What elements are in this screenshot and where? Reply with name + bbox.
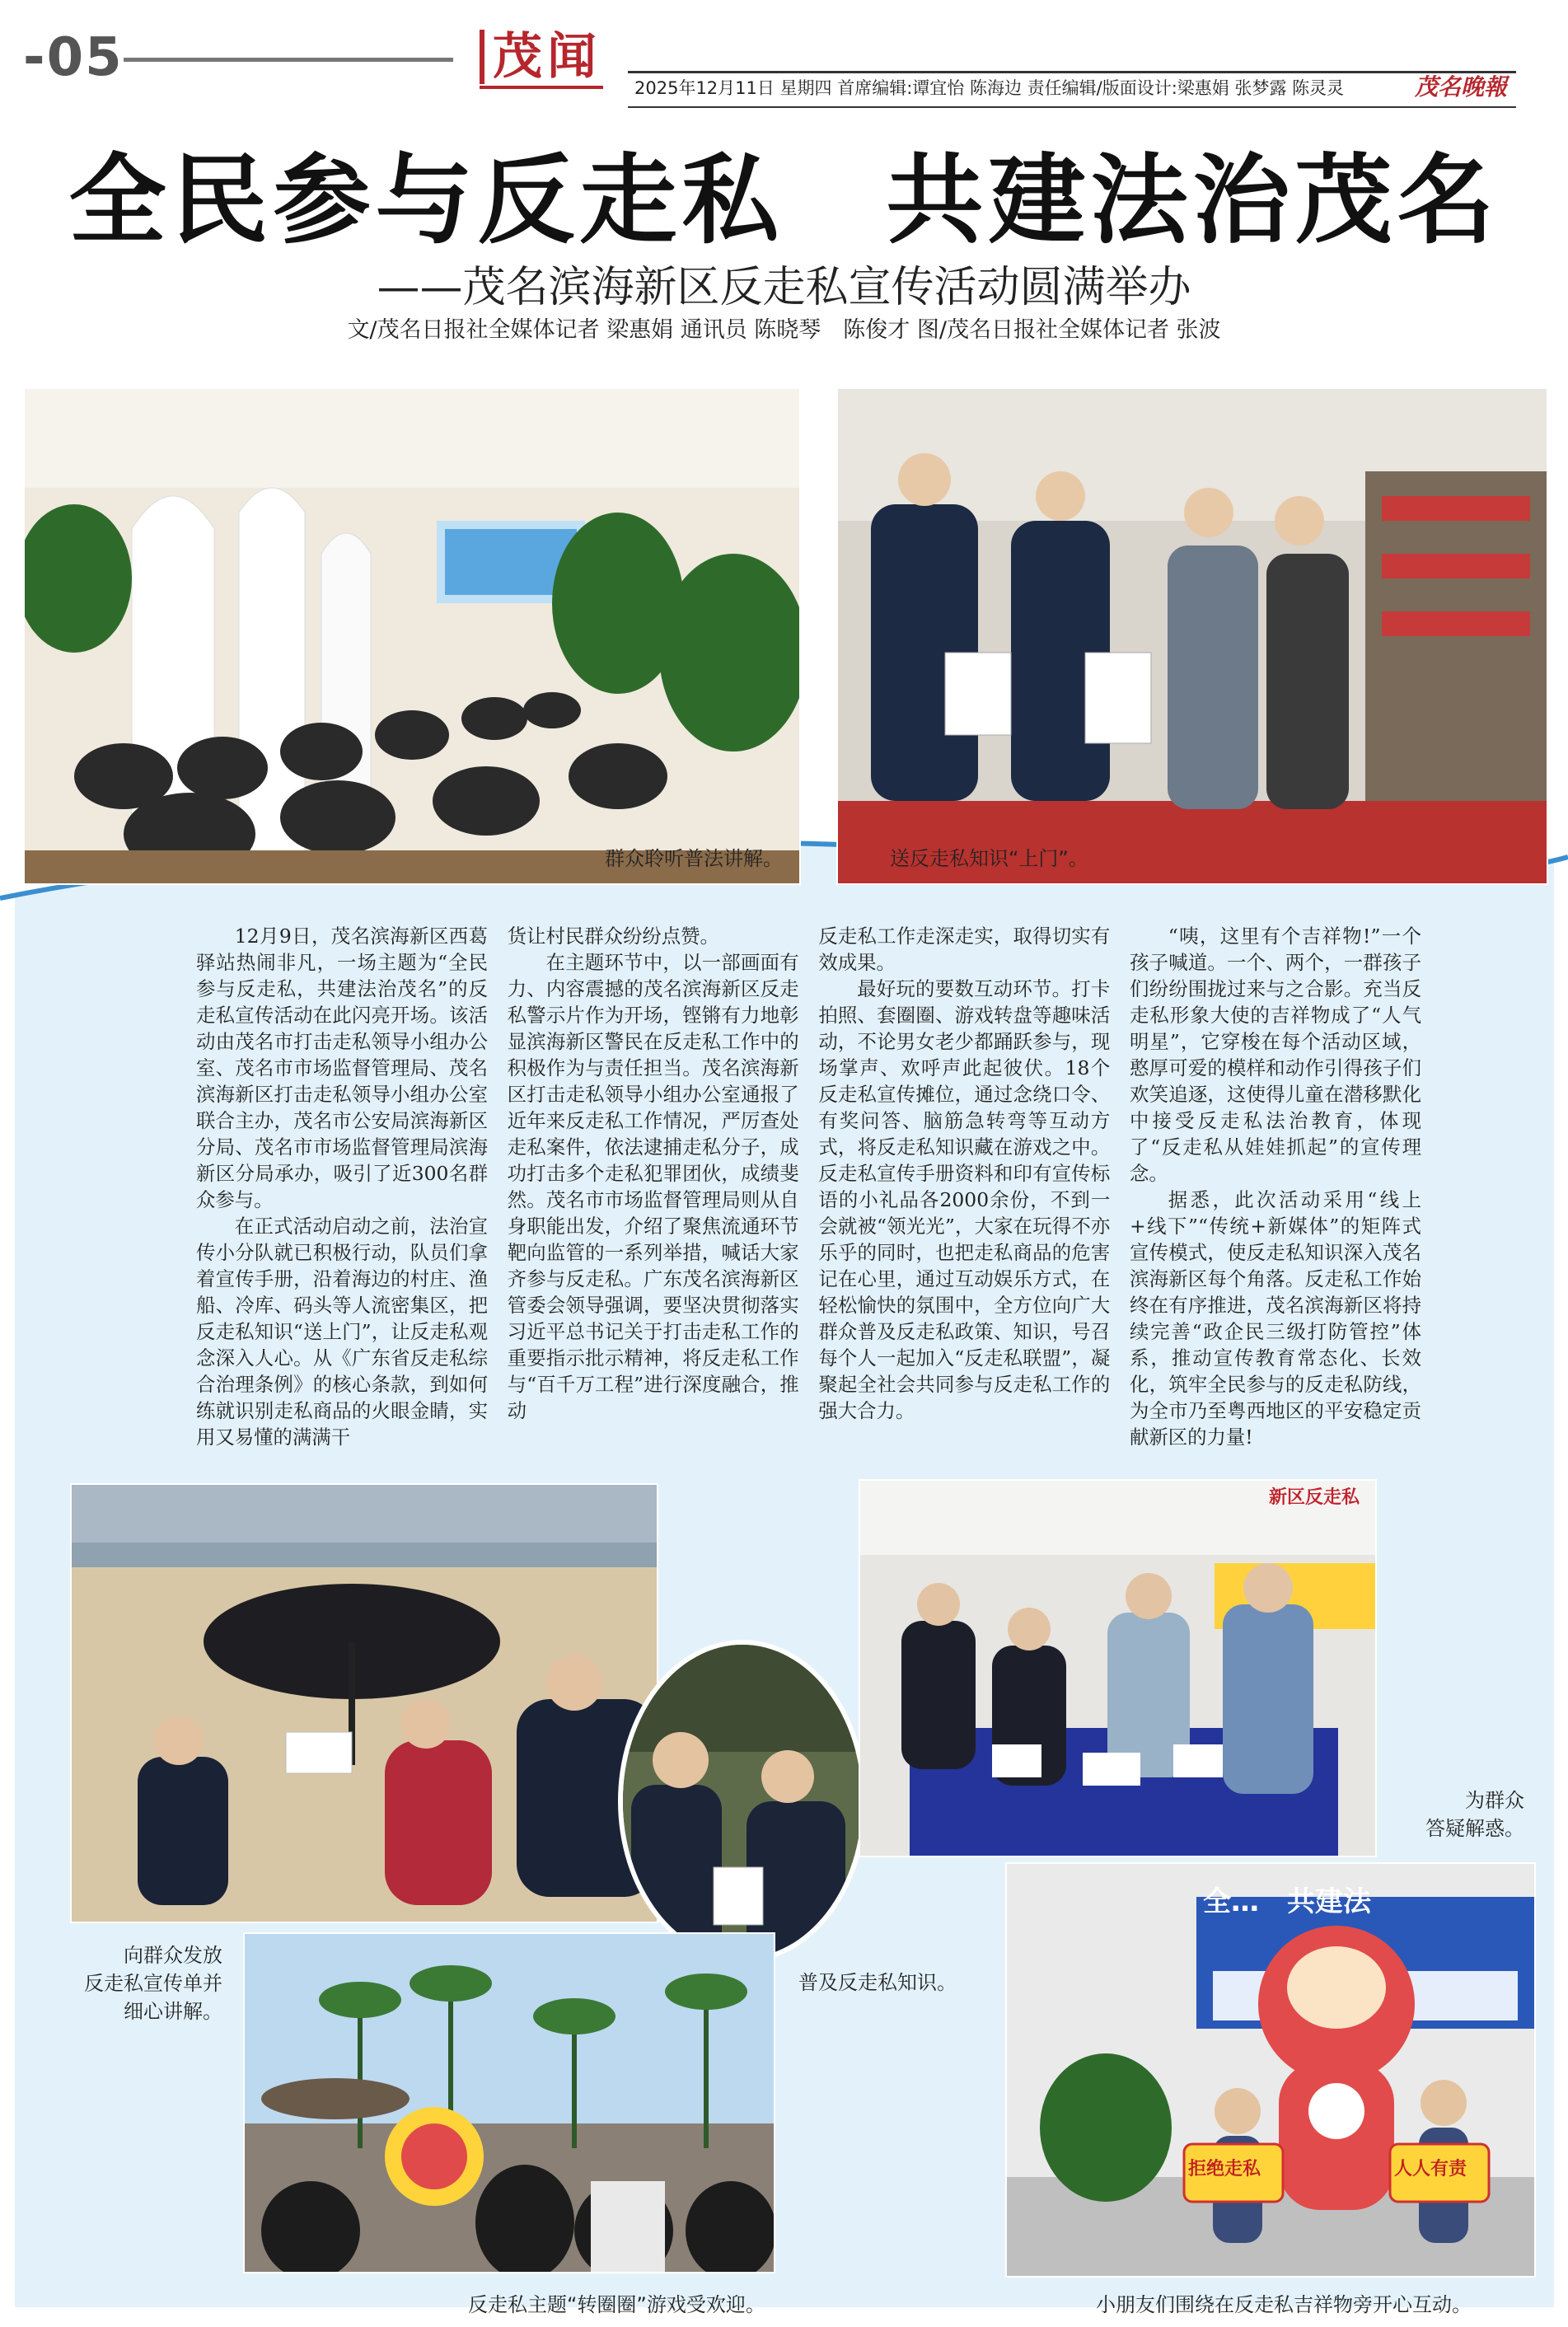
caption-booth: 为群众 答疑解惑。	[1425, 1789, 1524, 1840]
section-name: 茂闻	[480, 30, 615, 84]
header-rule	[124, 58, 453, 62]
photo-booth-qa	[859, 1479, 1377, 1857]
paragraph: “咦，这里有个吉祥物!”一个孩子喊道。一个、两个，一群孩子们纷纷围拢过来与之合影。充当反走私形象大使的吉祥物成了“人气明星”，它穿梭在每个活动区域，憨厚可爱的模样和动作引得孩子们欢笑追逐，这使得儿童在潜移默化中接受反走私法治教育，体现了“反走私从娃娃抓起”的宣传理念。	[1129, 925, 1421, 1185]
photo-shop-visit	[836, 387, 1548, 885]
photo-lecture-hall	[23, 387, 801, 885]
paragraph: 在正式活动启动之前，法治宣传小分队就已积极行动，队员们拿着宣传手册，沿着海边的村庄、渔船、冷库、码头等人流密集区，把反走私知识“送上门”，让反走私观念深入人心。从《广东省反走私综合治理条例》的核心条款，到如何练就识别走私商品的火眼金睛，实用又易懂的满满干	[196, 1215, 488, 1449]
caption-shop: 送反走私知识“上门”。	[890, 847, 1088, 870]
article-column-1	[196, 923, 488, 1467]
article-column-2	[508, 923, 799, 1467]
paragraph: 据悉，此次活动采用“线上+线下”“传统+新媒体”的矩阵式宣传模式，使反走私知识深入茂名滨海新区每个角落。反走私工作始终在有序推进，茂名滨海新区将持续完善“政企民三级打防管控”体系，推动宣传教育常态化、长效化，筑牢全民参与的反走私防线，为全市乃至粤西地区的平安稳定贡献新区的力量!	[1129, 1188, 1421, 1449]
headline-subtitle: ——茂名滨海新区反走私宣传活动圆满举办	[377, 263, 1191, 312]
newspaper-logo: 茂名晚報	[1414, 73, 1507, 101]
caption-lecture: 群众聆听普法讲解。	[605, 847, 783, 870]
byline: 文/茂名日报社全媒体记者 梁惠娟 通讯员 陈晓琴 陈俊才 图/茂名日报社全媒体记者 张波	[347, 317, 1221, 343]
headline-title: 全民参与反走私 共建法治茂名	[68, 143, 1500, 257]
mascot-sign-right: 人人有责	[1394, 2159, 1467, 2180]
photo-booth-banner-text: 新区反走私	[1269, 1487, 1360, 1508]
caption-circle: 普及反走私知识。	[798, 1971, 957, 1994]
paragraph: 12月9日，茂名滨海新区西葛驿站热闹非凡，一场主题为“全民参与反走私，共建法治茂名”的反走私宣传活动在此闪亮开场。该活动由茂名市打击走私领导小组办公室、茂名市市场监督管理局、茂名滨海新区打击走私领导小组办公室联合主办，茂名市公安局滨海新区分局、茂名市市场监督管理局滨海新区分局承办，吸引了近300名群众参与。	[196, 925, 488, 1211]
photo-wheel-game	[243, 1932, 775, 2273]
caption-wheel: 反走私主题“转圈圈”游戏受欢迎。	[468, 2293, 765, 2316]
page-number: -05	[23, 27, 124, 88]
header-info: 2025年12月11日 星期四 首席编辑:谭宜怡 陈海边 责任编辑/版面设计:梁惠娟 张梦露 陈灵灵	[634, 78, 1345, 98]
paragraph: 货让村民群众纷纷点赞。	[507, 925, 719, 948]
photo-mascot-kids	[1005, 1862, 1536, 2278]
article-column-3	[818, 923, 1110, 1467]
caption-mascot: 小朋友们围绕在反走私吉祥物旁开心互动。	[1096, 2293, 1472, 2316]
photo-beach-leaflets	[70, 1483, 658, 1923]
section-underline	[480, 86, 603, 89]
paragraph: 反走私工作走深走实，取得切实有效成果。	[818, 925, 1111, 974]
caption-beach: 向群众发放 反走私宣传单并 细心讲解。	[84, 1944, 222, 2023]
paragraph: 最好玩的要数互动环节。打卡拍照、套圈圈、游戏转盘等趣味活动，不论男女老少都踊跃参与，现场掌声、欢呼声此起彼伏。18个反走私宣传摊位，通过念绕口令、有奖问答、脑筋急转弯等互动方式，将反走私知识藏在游戏之中。反走私宣传手册资料和印有宣传标语的小礼品各2000余份，不到一会就被“领光光”，大家在玩得不亦乐乎的同时，也把走私商品的危害记在心里，通过互动娱乐方式，在轻松愉快的氛围中，全方位向广大群众普及反走私政策、知识，号召每个人一起加入“反走私联盟”，凝聚起全社会共同参与反走私工作的强大合力。	[818, 977, 1111, 1422]
mascot-sign-left: 拒绝走私	[1188, 2159, 1261, 2180]
article-body	[196, 923, 1421, 1467]
article-column-4	[1130, 923, 1421, 1467]
mascot-banner-text: 全… 共建法	[1203, 1885, 1371, 1918]
paragraph: 在主题环节中，以一部画面有力、内容震撼的茂名滨海新区反走私警示片作为开场，铿锵有力地彰显滨海新区警民在反走私工作中的积极作为与责任担当。茂名滨海新区打击走私领导小组办公室通报了近年来反走私工作情况，严厉查处走私案件，依法逮捕走私分子，成功打击多个走私犯罪团伙，成绩斐然。茂名市市场监督管理局则从自身职能出发，介绍了聚焦流通环节靶向监管的一系列举措，喊话大家齐参与反走私。广东茂名滨海新区管委会领导强调，要坚决贯彻落实习近平总书记关于打击走私工作的重要指示批示精神，将反走私工作与“百千万工程”进行深度融合，推动	[507, 951, 799, 1422]
photo-circle-knowledge	[618, 1640, 867, 1963]
